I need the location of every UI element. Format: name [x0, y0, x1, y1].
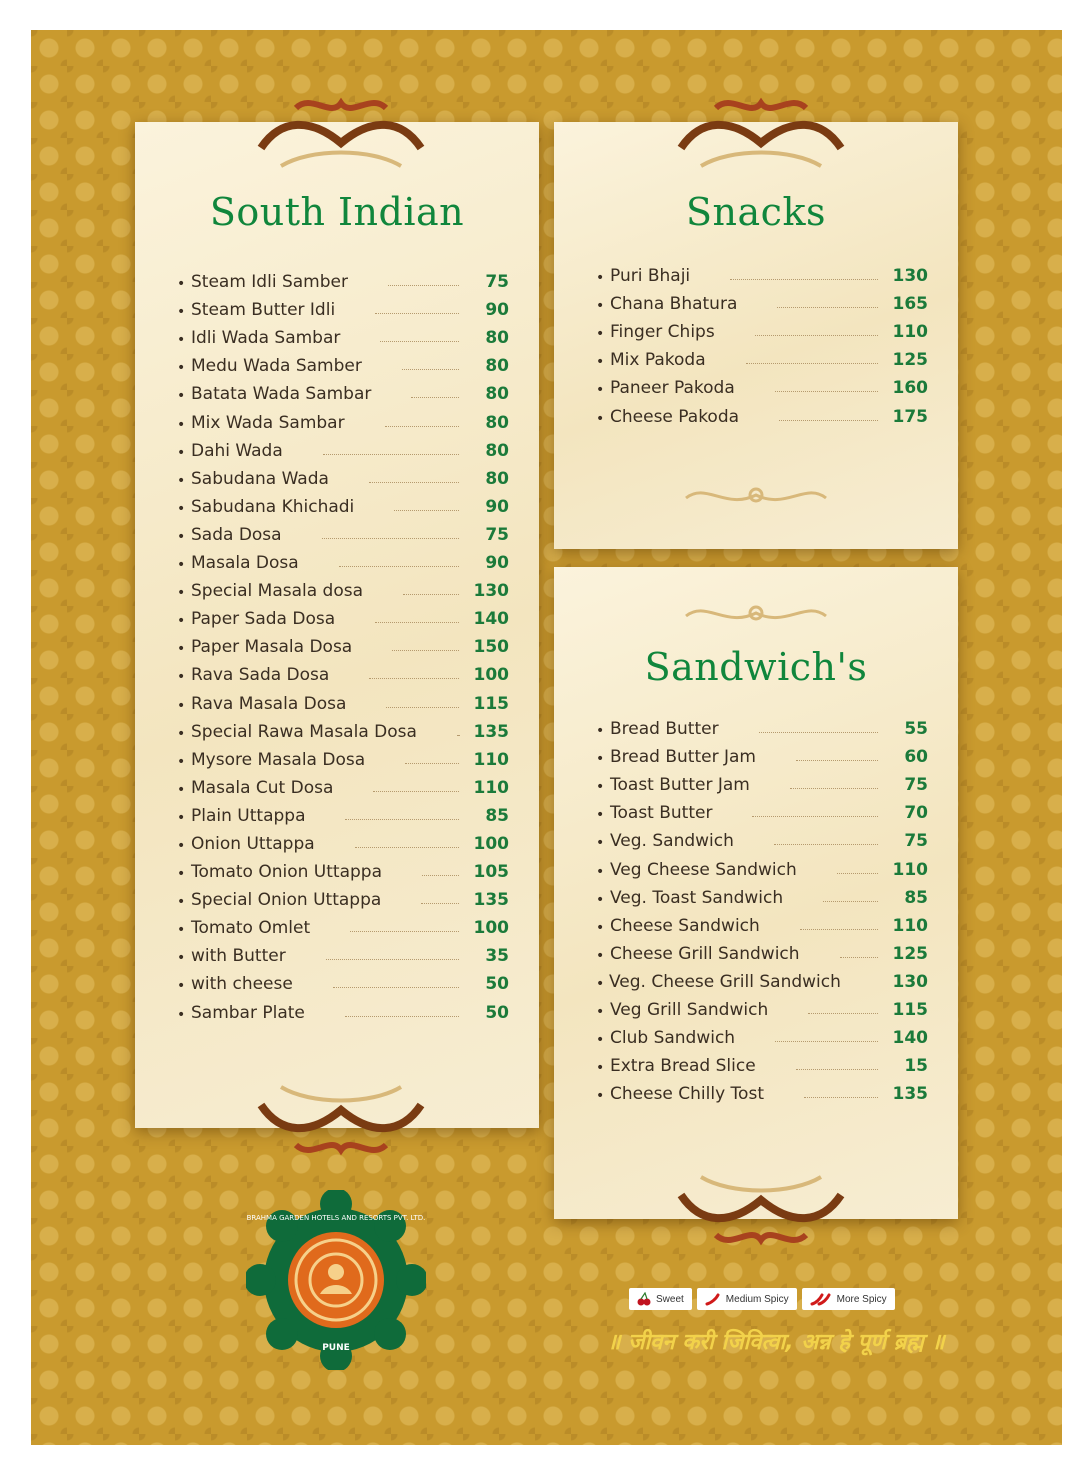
bullet-icon: • [177, 950, 186, 967]
menu-item-price: 80 [485, 468, 509, 489]
menu-page [31, 30, 1062, 1445]
menu-item-price: 60 [904, 747, 928, 768]
menu-item-name: Medu Wada Samber [191, 356, 362, 377]
menu-item-price: 80 [485, 412, 509, 433]
menu-item-name: Paper Masala Dosa [191, 637, 353, 658]
menu-item-name: Rava Sada Dosa [191, 665, 330, 686]
dot-leader [796, 1068, 878, 1070]
menu-item-price: 35 [485, 946, 509, 967]
menu-item [596, 1020, 928, 1048]
menu-item-price: 110 [473, 749, 509, 770]
menu-item [596, 908, 928, 936]
bullet-icon: • [596, 270, 605, 287]
menu-item [177, 545, 509, 573]
menu-item-name: Cheese Grill Sandwich [610, 943, 800, 964]
bullet-icon: • [596, 354, 605, 371]
dot-leader [403, 593, 459, 595]
bullet-icon: • [177, 837, 186, 854]
menu-item-name: Bread Butter Jam [610, 747, 756, 768]
menu-item [177, 657, 509, 685]
menu-item [596, 936, 928, 964]
menu-item-price: 130 [892, 266, 928, 287]
menu-item [177, 938, 509, 966]
menu-item-price: 50 [485, 974, 509, 995]
menu-item-name: Mix Wada Sambar [191, 412, 345, 433]
menu-item [596, 1048, 928, 1076]
menu-item [596, 370, 928, 398]
bullet-icon: • [177, 557, 186, 574]
logo-ring-text: BRAHMA GARDEN HOTELS AND RESORTS PVT. LTD. [246, 1214, 426, 1222]
dot-leader [369, 677, 459, 679]
bullet-icon: • [596, 1060, 605, 1077]
dot-leader [775, 1040, 878, 1042]
bullet-icon: • [596, 835, 605, 852]
menu-item [177, 320, 509, 348]
menu-item [177, 826, 509, 854]
menu-item-name: Veg Cheese Sandwich [610, 859, 797, 880]
menu-item-price: 140 [473, 609, 509, 630]
menu-item-name: Veg. Sandwich [610, 831, 734, 852]
menu-item-name: Mysore Masala Dosa [191, 749, 366, 770]
south-indian-list [177, 264, 509, 1023]
menu-item-name: Toast Butter [610, 803, 713, 824]
bullet-icon: • [596, 1004, 605, 1021]
menu-item [596, 823, 928, 851]
menu-item-name: Dahi Wada [191, 440, 283, 461]
menu-item [596, 286, 928, 314]
dot-leader [804, 1096, 878, 1098]
south-indian-panel [135, 122, 539, 1128]
menu-item-name: Veg Grill Sandwich [610, 1000, 769, 1021]
dot-leader [421, 902, 459, 904]
bullet-icon: • [596, 807, 605, 824]
menu-item-price: 175 [892, 406, 928, 427]
menu-item [177, 517, 509, 545]
menu-item-price: 100 [473, 918, 509, 939]
sandwich-list [596, 711, 928, 1104]
menu-item-name: with cheese [191, 974, 293, 995]
dot-leader [380, 340, 459, 342]
legend-medium-spicy-label: Medium Spicy [725, 1293, 789, 1305]
menu-item [596, 314, 928, 342]
bullet-icon: • [177, 781, 186, 798]
bullet-icon: • [177, 978, 186, 995]
bullet-icon: • [596, 751, 605, 768]
bullet-icon: • [177, 613, 186, 630]
bullet-icon: • [177, 332, 186, 349]
menu-item [596, 258, 928, 286]
bullet-icon: • [177, 528, 186, 545]
snacks-title: Snacks [686, 190, 826, 234]
menu-item-price: 75 [485, 524, 509, 545]
menu-item-price: 80 [485, 356, 509, 377]
menu-item-price: 15 [904, 1056, 928, 1077]
menu-item-name: with Butter [191, 946, 286, 967]
bullet-icon: • [596, 1032, 605, 1049]
bullet-icon: • [177, 697, 186, 714]
legend-medium-spicy [697, 1288, 797, 1310]
bullet-icon: • [177, 725, 186, 742]
dot-leader [350, 930, 459, 932]
bullet-icon: • [177, 388, 186, 405]
menu-item-name: Chana Bhatura [610, 294, 738, 315]
menu-item-price: 130 [892, 971, 928, 992]
dot-leader [345, 818, 459, 820]
menu-item-name: Steam Idli Samber [191, 272, 348, 293]
dot-leader [422, 874, 459, 876]
menu-item-name: Plain Uttappa [191, 805, 306, 826]
menu-item [177, 573, 509, 601]
dot-leader [386, 706, 459, 708]
menu-item [177, 264, 509, 292]
bullet-icon: • [177, 585, 186, 602]
dot-leader [369, 481, 459, 483]
menu-item-name: Club Sandwich [610, 1028, 736, 1049]
dot-leader [323, 453, 459, 455]
dot-leader [355, 846, 459, 848]
dot-leader [457, 734, 459, 736]
scroll-ornament-icon [241, 88, 441, 178]
snacks-list [596, 258, 928, 427]
dot-leader [402, 368, 459, 370]
bullet-icon: • [177, 472, 186, 489]
menu-item-name: Cheese Sandwich [610, 915, 760, 936]
bullet-icon: • [177, 416, 186, 433]
menu-item [596, 342, 928, 370]
bullet-icon: • [596, 326, 605, 343]
menu-item [177, 292, 509, 320]
dot-leader [322, 537, 459, 539]
dot-leader [752, 815, 878, 817]
double-chilli-icon [810, 1292, 832, 1306]
dot-leader [388, 284, 459, 286]
menu-item [177, 966, 509, 994]
menu-item [177, 742, 509, 770]
menu-item-price: 140 [892, 1028, 928, 1049]
dot-leader [385, 425, 459, 427]
bullet-icon: • [596, 723, 605, 740]
bullet-icon: • [596, 410, 605, 427]
menu-item-price: 90 [485, 300, 509, 321]
menu-item-name: Sambar Plate [191, 1002, 305, 1023]
menu-item [177, 404, 509, 432]
menu-item-name: Masala Cut Dosa [191, 777, 334, 798]
menu-item-name: Steam Butter Idli [191, 300, 336, 321]
dot-leader [796, 759, 878, 761]
bullet-icon: • [177, 669, 186, 686]
menu-item-price: 75 [904, 775, 928, 796]
menu-item [596, 1076, 928, 1104]
menu-item [177, 489, 509, 517]
legend-sweet-label: Sweet [656, 1293, 684, 1305]
menu-item [596, 739, 928, 767]
flourish-icon [681, 598, 831, 628]
bullet-icon: • [596, 947, 605, 964]
menu-item-name: Cheese Pakoda [610, 406, 740, 427]
bullet-icon: • [177, 866, 186, 883]
menu-item-name: Veg. Toast Sandwich [610, 887, 784, 908]
menu-item-price: 75 [904, 831, 928, 852]
menu-item-name: Veg. Cheese Grill Sandwich [608, 971, 841, 992]
menu-item-price: 115 [473, 693, 509, 714]
menu-item [596, 880, 928, 908]
menu-item [596, 992, 928, 1020]
flourish-icon [681, 480, 831, 510]
sandwich-panel [554, 567, 958, 1219]
spice-legend [629, 1288, 895, 1310]
menu-item-price: 85 [904, 887, 928, 908]
scroll-ornament-icon [241, 1075, 441, 1165]
dot-leader [775, 390, 878, 392]
menu-item-name: Idli Wada Sambar [191, 328, 341, 349]
dot-leader [333, 986, 459, 988]
bullet-icon: • [177, 444, 186, 461]
bullet-icon: • [177, 1006, 186, 1023]
menu-item-name: Batata Wada Sambar [191, 384, 372, 405]
menu-item [177, 910, 509, 938]
dot-leader [392, 649, 459, 651]
menu-item-price: 135 [473, 890, 509, 911]
menu-item-price: 80 [485, 440, 509, 461]
menu-item-name: Extra Bread Slice [610, 1056, 756, 1077]
menu-item-price: 110 [892, 322, 928, 343]
menu-item-name: Sada Dosa [191, 524, 282, 545]
menu-item [596, 964, 928, 992]
menu-item-price: 165 [892, 294, 928, 315]
south-indian-title: South Indian [209, 190, 465, 234]
scroll-ornament-icon [661, 88, 861, 178]
logo-city: PUNE [322, 1343, 350, 1353]
menu-item-name: Cheese Chilly Tost [610, 1084, 764, 1105]
bullet-icon: • [177, 894, 186, 911]
menu-item-name: Sabudana Khichadi [191, 496, 355, 517]
bullet-icon: • [596, 779, 605, 796]
menu-item [177, 376, 509, 404]
menu-item-price: 75 [485, 272, 509, 293]
legend-more-spicy [802, 1288, 895, 1310]
bullet-icon: • [596, 1088, 605, 1105]
menu-item [177, 433, 509, 461]
menu-item-name: Paper Sada Dosa [191, 609, 336, 630]
menu-item-name: Tomato Onion Uttappa [191, 862, 382, 883]
motto-text: ॥ जीवन करी जिवित्वा, अन्न हे पूर्ण ब्रह्म ॥ [607, 1330, 945, 1355]
menu-item [596, 711, 928, 739]
dot-leader [375, 621, 459, 623]
menu-item [596, 398, 928, 426]
menu-item-name: Tomato Omlet [191, 918, 311, 939]
dot-leader [730, 278, 878, 280]
menu-item-price: 100 [473, 833, 509, 854]
dot-leader [837, 872, 878, 874]
dot-leader [405, 762, 459, 764]
menu-item-price: 135 [892, 1084, 928, 1105]
dot-leader [759, 731, 878, 733]
dot-leader [373, 790, 459, 792]
menu-item [177, 798, 509, 826]
menu-item-price: 115 [892, 1000, 928, 1021]
menu-item-name: Rava Masala Dosa [191, 693, 347, 714]
menu-item-name: Onion Uttappa [191, 833, 315, 854]
dot-leader [840, 956, 878, 958]
menu-item [177, 994, 509, 1022]
menu-item [596, 851, 928, 879]
menu-item-name: Masala Dosa [191, 553, 299, 574]
menu-item [177, 854, 509, 882]
menu-item-name: Toast Butter Jam [610, 775, 750, 796]
menu-item-price: 130 [473, 581, 509, 602]
scroll-ornament-icon [661, 1165, 861, 1255]
menu-item [596, 767, 928, 795]
dot-leader [746, 362, 878, 364]
menu-item-name: Puri Bhaji [610, 266, 691, 287]
bullet-icon: • [596, 975, 605, 992]
menu-item-name: Sabudana Wada [191, 468, 329, 489]
menu-item [177, 629, 509, 657]
menu-item [177, 461, 509, 489]
menu-item [177, 770, 509, 798]
dot-leader [411, 396, 459, 398]
bullet-icon: • [177, 304, 186, 321]
dot-leader [326, 958, 459, 960]
menu-item [177, 685, 509, 713]
hotel-logo [246, 1190, 426, 1370]
dot-leader [777, 306, 878, 308]
bullet-icon: • [177, 500, 186, 517]
bullet-icon: • [177, 753, 186, 770]
bullet-icon: • [177, 641, 186, 658]
menu-item-price: 80 [485, 384, 509, 405]
dot-leader [375, 312, 459, 314]
menu-item-name: Finger Chips [610, 322, 715, 343]
menu-item-price: 110 [892, 915, 928, 936]
menu-item-price: 125 [892, 943, 928, 964]
dot-leader [755, 334, 878, 336]
menu-item-price: 135 [473, 721, 509, 742]
menu-item-name: Paneer Pakoda [610, 378, 735, 399]
dot-leader [345, 1015, 459, 1017]
menu-item-name: Special Rawa Masala Dosa [191, 721, 417, 742]
menu-item-price: 70 [904, 803, 928, 824]
menu-item-name: Mix Pakoda [610, 350, 706, 371]
sandwich-title: Sandwich's [644, 645, 868, 689]
menu-item [177, 348, 509, 376]
bullet-icon: • [596, 298, 605, 315]
menu-item-price: 105 [473, 862, 509, 883]
menu-item [177, 601, 509, 629]
dot-leader [774, 843, 878, 845]
menu-item-price: 90 [485, 496, 509, 517]
menu-item-price: 110 [473, 777, 509, 798]
menu-item-price: 80 [485, 328, 509, 349]
dot-leader [779, 419, 878, 421]
menu-item-price: 100 [473, 665, 509, 686]
bullet-icon: • [177, 922, 186, 939]
menu-item [596, 795, 928, 823]
dot-leader [800, 928, 878, 930]
menu-item [177, 714, 509, 742]
menu-item-price: 90 [485, 553, 509, 574]
bullet-icon: • [596, 863, 605, 880]
bullet-icon: • [596, 891, 605, 908]
chilli-icon [705, 1292, 721, 1306]
legend-sweet [629, 1288, 692, 1310]
menu-item-name: Special Masala dosa [191, 581, 364, 602]
menu-item-price: 85 [485, 805, 509, 826]
menu-item-price: 160 [892, 378, 928, 399]
menu-item-price: 110 [892, 859, 928, 880]
cherry-icon [637, 1292, 651, 1306]
legend-more-spicy-label: More Spicy [836, 1293, 887, 1305]
dot-leader [339, 565, 459, 567]
bullet-icon: • [177, 276, 186, 293]
menu-item-name: Bread Butter [610, 719, 719, 740]
menu-item-price: 50 [485, 1002, 509, 1023]
menu-item-price: 55 [904, 719, 928, 740]
bullet-icon: • [177, 809, 186, 826]
dot-leader [823, 900, 878, 902]
bullet-icon: • [596, 919, 605, 936]
menu-item-price: 125 [892, 350, 928, 371]
menu-item [177, 882, 509, 910]
dot-leader [394, 509, 459, 511]
dot-leader [808, 1012, 878, 1014]
menu-item-name: Special Onion Uttappa [191, 890, 382, 911]
bullet-icon: • [596, 382, 605, 399]
bullet-icon: • [177, 360, 186, 377]
dot-leader [790, 787, 878, 789]
menu-item-price: 150 [473, 637, 509, 658]
